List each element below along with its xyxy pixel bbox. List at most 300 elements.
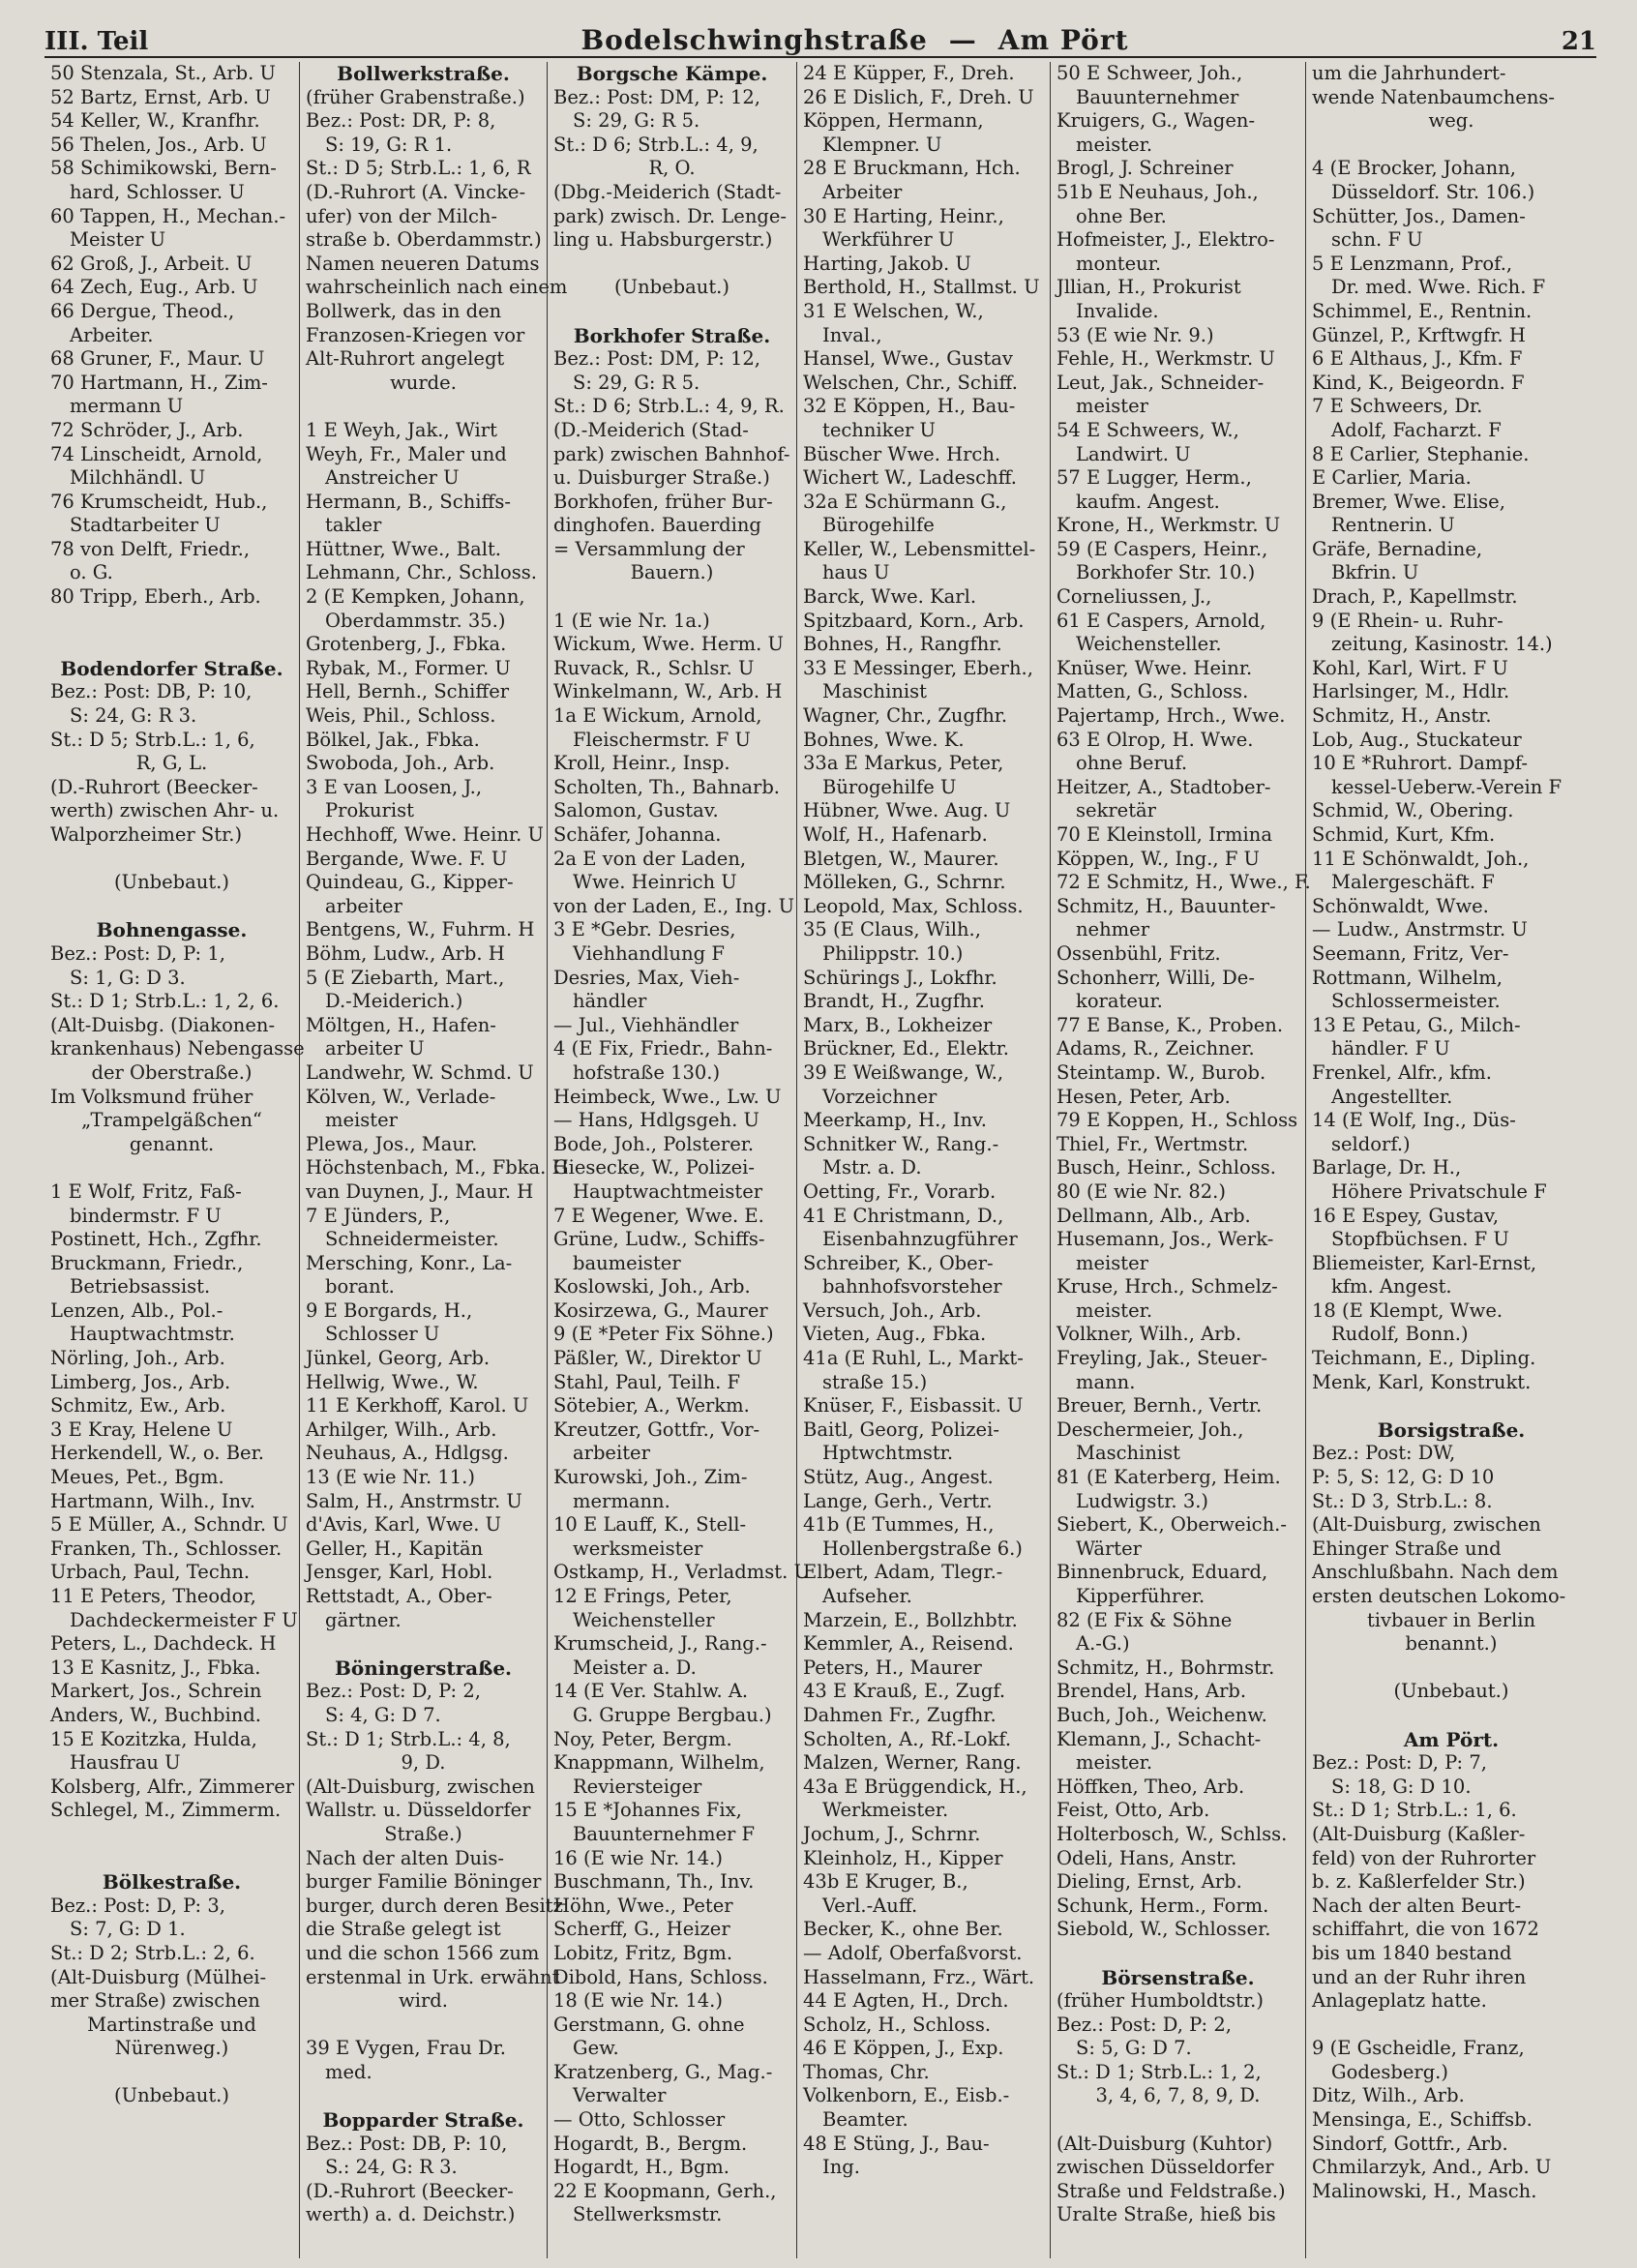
directory-line: Limberg, Jos., Arb. <box>50 1370 231 1393</box>
directory-line: „Trampelgäßchen“ <box>81 1109 262 1132</box>
directory-line: Markert, Jos., Schrein <box>50 1680 262 1703</box>
directory-line: mann. <box>1076 1370 1136 1393</box>
directory-line: 5 E Müller, A., Schndr. U <box>50 1513 288 1537</box>
directory-line: Büscher Wwe. Hrch. <box>803 442 1001 465</box>
directory-line: Borkhofer Str. 10.) <box>1076 561 1256 584</box>
directory-line: Anlageplatz hatte. <box>1312 1989 1487 2013</box>
directory-line: (Alt-Duisburg (Mülhei- <box>50 1965 267 1988</box>
directory-line: Siebert, K., Oberweich.- <box>1057 1513 1287 1537</box>
directory-line: 3 E Kray, Helene U <box>50 1418 233 1441</box>
directory-line: Nach der alten Duis- <box>306 1846 504 1869</box>
directory-line: 58 Schimikowski, Bern- <box>50 157 277 180</box>
directory-line: Wagner, Chr., Zugfhr. <box>803 704 1008 728</box>
directory-line: 50 E Schweer, Joh., <box>1057 62 1243 84</box>
directory-line: ohne Ber. <box>1076 204 1167 227</box>
directory-line: Jochum, J., Schrnr. <box>803 1822 981 1845</box>
directory-line: werth) zwischen Ahr- u. <box>50 799 280 822</box>
directory-line: Geller, H., Kapitän <box>306 1537 484 1560</box>
directory-line: 57 E Lugger, Herm., <box>1057 466 1252 490</box>
directory-line: D.-Meiderich.) <box>325 990 463 1013</box>
directory-line: Scholten, A., Rf.-Lokf. <box>803 1727 1012 1750</box>
directory-line: Oetting, Fr., Vorarb. <box>803 1179 997 1203</box>
directory-line: St.: D 6; Strb.L.: 4, 9, <box>553 133 759 156</box>
directory-line: Schütter, Jos., Damen- <box>1312 204 1526 227</box>
directory-line: 1 E Weyh, Jak., Wirt <box>306 418 497 441</box>
directory-line: — Otto, Schlosser <box>553 2108 726 2132</box>
directory-line: Ehinger Straße und <box>1312 1537 1502 1560</box>
directory-line: arbeiter <box>325 894 402 917</box>
directory-line: Schmitz, Ew., Arb. <box>50 1394 226 1418</box>
directory-line: 61 E Caspers, Arnold, <box>1057 609 1266 632</box>
directory-line: Matten, G., Schloss. <box>1057 680 1249 703</box>
directory-line: Höchstenbach, M., Fbka. H <box>306 1156 569 1179</box>
directory-line: der Oberstraße.) <box>91 1060 253 1084</box>
directory-line: und an der Ruhr ihren <box>1312 1965 1527 1988</box>
directory-line: Nürenweg.) <box>114 2037 229 2060</box>
directory-line: 14 (E Ver. Stahlw. A. <box>553 1680 749 1703</box>
directory-line: Pajertamp, Hrch., Wwe. <box>1057 704 1286 728</box>
directory-line: Sindorf, Gottfr., Arb. <box>1312 2132 1508 2155</box>
directory-line: G. Gruppe Bergbau.) <box>573 1703 772 1726</box>
directory-line: Brendel, Hans, Arb. <box>1057 1680 1247 1703</box>
directory-line: Borkhofen, früher Bur- <box>553 490 773 513</box>
directory-line: monteur. <box>1076 252 1162 275</box>
directory-line: burger, durch deren Besitz <box>306 1894 563 1917</box>
directory-line: Arhilger, Wilh., Arb. <box>306 1418 497 1441</box>
directory-line: Schmitz, H., Bauunter- <box>1057 894 1276 917</box>
directory-line: Meister a. D. <box>573 1656 697 1679</box>
directory-line: 60 Tappen, H., Mechan.- <box>50 204 286 227</box>
directory-line: — Adolf, Oberfaßvorst. <box>803 1941 1023 1964</box>
directory-line: techniker U <box>822 418 936 441</box>
directory-line: Welschen, Chr., Schiff. <box>803 371 1018 394</box>
directory-line: 7 E Schweers, Dr. <box>1312 395 1483 418</box>
spacer <box>50 1156 293 1180</box>
directory-line: Köppen, W., Ing., F U <box>1057 847 1260 870</box>
directory-line: Martinstraße und <box>87 2013 256 2036</box>
directory-line: kaufm. Angest. <box>1076 490 1220 513</box>
range-start: Bodelschwinghstraße <box>580 24 928 56</box>
directory-line: St.: D 1; Strb.L.: 1, 6. <box>1312 1799 1517 1822</box>
directory-line: 14 (E Wolf, Ing., Düs- <box>1312 1109 1516 1132</box>
directory-line: Walporzheimer Str.) <box>50 823 243 846</box>
directory-line: Invalide. <box>1076 299 1159 322</box>
directory-line: Salomon, Gustav. <box>553 799 719 822</box>
directory-line: Marx, B., Lokheizer <box>803 1013 993 1036</box>
directory-line: 1 (E wie Nr. 1a.) <box>553 609 710 632</box>
directory-line: wende Natenbaumchens- <box>1312 85 1555 108</box>
directory-line: Ruvack, R., Schlsr. U <box>553 656 755 679</box>
directory-line: ufer) von der Milch- <box>306 204 498 227</box>
directory-line: Kemmler, A., Reisend. <box>803 1632 1014 1656</box>
directory-line: Kleinholz, H., Kipper <box>803 1846 1003 1869</box>
directory-line: Kratzenberg, G., Mag.- <box>553 2060 773 2083</box>
directory-line: Im Volksmund früher <box>50 1085 253 1108</box>
directory-line: Bauunternehmer <box>1076 85 1239 108</box>
directory-line: Rudolf, Bonn.) <box>1331 1323 1469 1346</box>
directory-line: Schmid, Kurt, Kfm. <box>1312 823 1496 846</box>
directory-line: 3 E van Loosen, J., <box>306 775 483 798</box>
directory-line: (D.-Meiderich (Stad- <box>553 418 749 441</box>
directory-line: Hell, Bernh., Schiffer <box>306 680 510 703</box>
directory-line: Holterbosch, W., Schlss. <box>1057 1822 1288 1845</box>
directory-line: Hartmann, Wilh., Inv. <box>50 1489 255 1512</box>
directory-line: 74 Linscheidt, Arnold, <box>50 442 263 465</box>
directory-line: 41b (E Tummes, H., <box>803 1513 995 1537</box>
directory-line: Malzen, Werner, Rang. <box>803 1751 1022 1775</box>
directory-line: Jllian, H., Prokurist <box>1057 276 1241 299</box>
directory-line: Bez.: Post: D, P: 1, <box>50 941 225 965</box>
directory-line: Bez.: Post: D, P: 2, <box>1057 2013 1232 2036</box>
directory-line: wird. <box>399 1989 448 2013</box>
directory-line: Straße und Feldstraße.) <box>1057 2179 1286 2202</box>
directory-line: werth) a. d. Deichstr.) <box>306 2203 516 2226</box>
directory-line: bis um 1840 bestand <box>1312 1941 1512 1964</box>
directory-line: (Unbebaut.) <box>614 276 729 299</box>
directory-line: Meerkamp, H., Inv. <box>803 1109 987 1132</box>
directory-line: schn. F U <box>1331 228 1423 252</box>
directory-line: 10 E *Ruhrort. Dampf- <box>1312 752 1528 775</box>
directory-line: Oberdammstr. 35.) <box>325 609 506 632</box>
directory-line: Leopold, Max, Schloss. <box>803 894 1024 917</box>
directory-line: Bez.: Post: D, P: 7, <box>1312 1751 1487 1775</box>
street-range <box>581 24 1129 56</box>
directory-line: Heitzer, A., Stadtober- <box>1057 775 1271 798</box>
directory-line: Meister U <box>70 228 166 252</box>
directory-line: Ing. <box>822 2156 860 2179</box>
street-heading: Am Pört. <box>1403 1727 1500 1751</box>
spacer <box>306 1632 541 1656</box>
directory-line: Knappmann, Wilhelm, <box>553 1751 765 1775</box>
directory-line: 22 E Koopmann, Gerh., <box>553 2179 777 2202</box>
directory-line: Arbeiter. <box>70 323 154 346</box>
directory-line: 16 E Espey, Gustav, <box>1312 1204 1500 1227</box>
directory-line: Kohl, Karl, Wirt. F U <box>1312 656 1508 679</box>
directory-line: Wichert W., Ladeschff. <box>803 466 1017 490</box>
directory-line: Dr. med. Wwe. Rich. F <box>1331 276 1546 299</box>
directory-line: erstenmal in Urk. erwähnt <box>306 1965 560 1988</box>
directory-line: Kruse, Hrch., Schmelz- <box>1057 1275 1278 1298</box>
directory-line: Lobitz, Fritz, Bgm. <box>553 1941 733 1964</box>
directory-line: Scholten, Th., Bahnarb. <box>553 775 781 798</box>
directory-line: Deschermeier, Joh., <box>1057 1418 1244 1441</box>
spacer <box>50 633 293 657</box>
directory-line: 1 E Wolf, Fritz, Faß- <box>50 1179 242 1203</box>
directory-line: weg. <box>1428 109 1474 133</box>
directory-line: Buschmann, Th., Inv. <box>553 1870 755 1894</box>
directory-line: S: 1, G: D 3. <box>70 966 186 989</box>
street-heading: Borgsche Kämpe. <box>576 62 768 85</box>
directory-line: Baitl, Georg, Polizei- <box>803 1418 999 1441</box>
directory-line: (Alt-Duisbg. (Diakonen- <box>50 1013 276 1036</box>
directory-line: 9 (E Rhein- u. Ruhr- <box>1312 609 1503 632</box>
directory-line: mermann. <box>573 1489 670 1512</box>
directory-line: S: 7, G: D 1. <box>70 1918 186 1941</box>
page-number: 21 <box>1561 27 1596 56</box>
directory-line: Kipperführer. <box>1076 1585 1205 1607</box>
directory-line: Ossenbühl, Fritz. <box>1057 941 1221 965</box>
directory-line: 24 E Küpper, F., Dreh. <box>803 62 1015 84</box>
directory-line: Malinowski, H., Masch. <box>1312 2179 1537 2202</box>
directory-line: Breuer, Bernh., Vertr. <box>1057 1394 1263 1418</box>
directory-line: Höhn, Wwe., Peter <box>553 1894 733 1917</box>
street-heading: Borsigstraße. <box>1377 1418 1526 1442</box>
directory-line: Schreiber, K., Ober- <box>803 1251 994 1274</box>
directory-line: Schlosser U <box>325 1323 440 1346</box>
directory-line: Hansel, Wwe., Gustav <box>803 347 1013 371</box>
spacer <box>50 1823 293 1847</box>
directory-line: 46 E Köppen, J., Exp. <box>803 2037 1004 2060</box>
directory-line: Koslowski, Joh., Arb. <box>553 1275 751 1298</box>
directory-line: Bletgen, W., Maurer. <box>803 847 999 870</box>
directory-line: Rentnerin. U <box>1331 514 1455 537</box>
directory-line: 72 E Schmitz, H., Wwe., F. <box>1057 871 1311 894</box>
directory-line: St.: D 1; Strb.L.: 1, 2, 6. <box>50 990 280 1013</box>
directory-line: Hüttner, Wwe., Balt. <box>306 537 502 560</box>
directory-line: 5 (E Ziebarth, Mart., <box>306 966 505 989</box>
directory-line: 13 E Kasnitz, J., Fbka. <box>50 1656 261 1679</box>
column-4 <box>797 62 1051 2258</box>
directory-line: Quindeau, G., Kipper- <box>306 871 514 894</box>
directory-line: 33a E Markus, Peter, <box>803 752 1004 775</box>
spacer <box>553 253 790 277</box>
directory-line: (früher Humboldtstr.) <box>1057 1989 1264 2013</box>
directory-line: 63 E Olrop, H. Wwe. <box>1057 728 1254 751</box>
directory-line: St.: D 1; Strb.L.: 1, 2, <box>1057 2060 1262 2083</box>
directory-line: Dibold, Hans, Schloss. <box>553 1965 768 1988</box>
directory-line: ohne Beruf. <box>1076 752 1188 775</box>
directory-line: kfm. Angest. <box>1331 1275 1452 1298</box>
directory-line: Gräfe, Bernadine, <box>1312 537 1483 560</box>
directory-line: wahrscheinlich nach einem <box>306 276 568 299</box>
directory-line: Dachdeckermeister F U <box>70 1608 298 1631</box>
directory-line: 7 E Wegener, Wwe. E. <box>553 1204 764 1227</box>
directory-line: Bez.: Post: DB, P: 10, <box>306 2132 508 2155</box>
directory-line: Milchhändl. U <box>70 466 206 490</box>
directory-line: Knüser, F., Eisbassit. U <box>803 1394 1024 1418</box>
directory-line: Barck, Wwe. Karl. <box>803 585 977 609</box>
directory-line: Brückner, Ed., Elektr. <box>803 1037 1009 1060</box>
directory-line: 15 E Kozitzka, Hulda, <box>50 1727 257 1750</box>
directory-line: Schmitz, H., Anstr. <box>1312 704 1492 728</box>
directory-line: Barlage, Dr. H., <box>1312 1156 1462 1179</box>
directory-line: 52 Bartz, Ernst, Arb. U <box>50 85 271 108</box>
directory-line: wurde. <box>390 371 457 394</box>
directory-line: Anders, W., Buchbind. <box>50 1703 261 1726</box>
directory-line: 9, D. <box>401 1751 446 1775</box>
directory-line: Peters, L., Dachdeck. H <box>50 1632 277 1656</box>
directory-line: Bürogehilfe <box>822 514 935 537</box>
directory-line: Betriebsassist. <box>70 1275 211 1298</box>
spacer <box>1057 2108 1299 2133</box>
directory-line: Bez.: Post: DW, <box>1312 1442 1456 1465</box>
directory-line: 28 E Bruckmann, Hch. <box>803 157 1021 180</box>
directory-line: Becker, K., ohne Ber. <box>803 1918 1003 1941</box>
directory-line: (D.-Ruhrort (Beecker- <box>50 775 258 798</box>
directory-line: Köppen, Hermann, <box>803 109 984 133</box>
directory-line: Hofmeister, J., Elektro- <box>1057 228 1275 252</box>
directory-line: Weis, Phil., Schloss. <box>306 704 496 728</box>
directory-line: 82 (E Fix & Söhne <box>1057 1608 1233 1631</box>
directory-line: Bürogehilfe U <box>822 775 957 798</box>
directory-line: Kölven, W., Verlade- <box>306 1085 496 1108</box>
directory-line: Alt-Ruhrort angelegt <box>306 347 505 371</box>
directory-line: burger Familie Böninger <box>306 1870 542 1894</box>
directory-line: 35 (E Claus, Wilh., <box>803 918 981 941</box>
directory-line: 66 Dergue, Theod., <box>50 299 235 322</box>
directory-line: Freyling, Jak., Steuer- <box>1057 1347 1267 1370</box>
directory-line: straße b. Oberdammstr.) <box>306 228 542 252</box>
directory-line: (Alt-Duisburg, zwischen <box>1312 1513 1541 1537</box>
directory-line: Schunk, Herm., Form. <box>1057 1894 1269 1917</box>
directory-line: van Duynen, J., Maur. H <box>306 1179 534 1203</box>
directory-line: genannt. <box>129 1132 215 1155</box>
spacer <box>306 395 541 419</box>
directory-line: Hübner, Wwe. Aug. U <box>803 799 1011 822</box>
directory-line: bahnhofsvorsteher <box>822 1275 1002 1298</box>
directory-line: 16 (E wie Nr. 14.) <box>553 1846 723 1869</box>
directory-line: 53 (E wie Nr. 9.) <box>1057 323 1214 346</box>
directory-line: werksmeister <box>573 1537 703 1560</box>
directory-line: b. z. Kaßlerfelder Str.) <box>1312 1870 1526 1894</box>
directory-line: 32a E Schürmann G., <box>803 490 1007 513</box>
directory-line: Anstreicher U <box>325 466 460 490</box>
directory-line: 10 E Lauff, K., Stell- <box>553 1513 747 1537</box>
directory-line: Sötebier, A., Werkm. <box>553 1394 750 1418</box>
directory-line: Viehhandlung F <box>573 941 725 965</box>
directory-line: Landwehr, W. Schmd. U <box>306 1060 534 1084</box>
directory-line: Arbeiter <box>822 180 903 203</box>
street-heading: Bopparder Straße. <box>322 2108 524 2133</box>
directory-line: Stopfbüchsen. F U <box>1331 1228 1509 1251</box>
spacer <box>1312 1704 1591 1728</box>
column-3 <box>548 62 810 2258</box>
directory-line: Bez.: Post: D, P: 3, <box>50 1894 225 1917</box>
directory-line: S: 18, G: D 10. <box>1331 1775 1472 1798</box>
street-heading: Bodendorfer Straße. <box>60 656 283 680</box>
spacer <box>50 1847 293 1871</box>
directory-line: Siebold, W., Schlosser. <box>1057 1918 1271 1941</box>
directory-line: 7 E Jünders, P., <box>306 1204 451 1227</box>
directory-line: Heimbeck, Wwe., Lw. U <box>553 1085 782 1108</box>
directory-line: Noy, Peter, Bergm. <box>553 1727 732 1750</box>
street-heading: Bollwerkstraße. <box>337 62 510 85</box>
directory-line: S: 29, G: R 5. <box>573 371 700 394</box>
directory-line: nehmer <box>1076 918 1150 941</box>
directory-line: 18 (E wie Nr. 14.) <box>553 1989 723 2013</box>
spacer <box>50 2061 293 2085</box>
directory-line: tivbauer in Berlin <box>1366 1608 1536 1631</box>
directory-line: Stütz, Aug., Angest. <box>803 1466 994 1489</box>
directory-line: Jensger, Karl, Hobl. <box>306 1561 493 1584</box>
directory-line: Weyh, Fr., Maler und <box>306 442 507 465</box>
directory-line: Husemann, Jos., Werk- <box>1057 1228 1274 1251</box>
directory-line: Leut, Jak., Schneider- <box>1057 371 1265 394</box>
directory-line: meister. <box>1076 133 1153 156</box>
directory-line: takler <box>325 514 382 537</box>
directory-line: St.: D 5; Strb.L.: 1, 6, R <box>306 157 531 180</box>
directory-line: Adams, R., Zeichner. <box>1057 1037 1255 1060</box>
directory-line: 43 E Krauß, E., Zugf. <box>803 1680 1006 1703</box>
directory-line: Hollenbergstraße 6.) <box>822 1537 1023 1560</box>
directory-line: Straße.) <box>384 1822 462 1845</box>
directory-line: Bauunternehmer F <box>573 1822 756 1845</box>
directory-line: Hogardt, B., Bergm. <box>553 2132 748 2155</box>
directory-line: Knüser, Wwe. Heinr. <box>1057 656 1253 679</box>
directory-line: 41 E Christmann, D., <box>803 1204 1004 1227</box>
directory-line: E Carlier, Maria. <box>1312 466 1472 490</box>
directory-line: Rottmann, Wilhelm, <box>1312 966 1503 989</box>
directory-line: Uralte Straße, hieß bis <box>1057 2203 1276 2226</box>
directory-line: (Alt-Duisburg, zwischen <box>306 1775 535 1798</box>
directory-line: Gew. <box>573 2037 619 2060</box>
directory-line: Wärter <box>1076 1537 1142 1560</box>
directory-line: Bez.: Post: DM, P: 12, <box>553 347 760 371</box>
directory-line: Thiel, Fr., Wertmstr. <box>1057 1132 1249 1155</box>
directory-line: park) zwisch. Dr. Lenge- <box>553 204 788 227</box>
directory-line: Krumscheid, J., Rang.- <box>553 1632 767 1656</box>
directory-line: Frenkel, Alfr., kfm. <box>1312 1060 1492 1084</box>
directory-line: 11 E Schönwaldt, Joh., <box>1312 847 1530 870</box>
directory-line: Marzein, E., Bollzhbtr. <box>803 1608 1018 1631</box>
directory-line: Böhm, Ludw., Arb. H <box>306 941 505 965</box>
directory-line: 39 E Vygen, Frau Dr. <box>306 2037 506 2060</box>
directory-line: 3, 4, 6, 7, 8, 9, D. <box>1095 2084 1261 2107</box>
directory-line: Mstr. a. D. <box>822 1156 922 1179</box>
directory-line: (Dbg.-Meiderich (Stadt- <box>553 180 782 203</box>
directory-line: Schürings J., Lokfhr. <box>803 966 997 989</box>
directory-line: St.: D 5; Strb.L.: 1, 6, <box>50 728 255 751</box>
directory-line: 48 E Stüng, J., Bau- <box>803 2132 990 2155</box>
directory-line: Ditz, Wilh., Arb. <box>1312 2084 1465 2107</box>
directory-line: und die schon 1566 zum <box>306 1941 540 1964</box>
directory-line: — Hans, Hdlgsgeh. U <box>553 1109 759 1132</box>
directory-line: Angestellter. <box>1331 1085 1453 1108</box>
directory-line: 13 (E wie Nr. 11.) <box>306 1466 475 1489</box>
directory-line: park) zwischen Bahnhof- <box>553 442 790 465</box>
directory-line: 56 Thelen, Jos., Arb. U <box>50 133 267 156</box>
directory-line: Bkfrin. U <box>1331 561 1419 584</box>
directory-line: Klemann, J., Schacht- <box>1057 1727 1262 1750</box>
directory-line: ling u. Habsburgerstr.) <box>553 228 773 252</box>
directory-line: Bode, Joh., Polsterer. <box>553 1132 755 1155</box>
directory-line: Neuhaus, A., Hdlgsg. <box>306 1442 509 1465</box>
directory-line: Prokurist <box>325 799 414 822</box>
directory-line: Maschinist <box>1076 1442 1180 1465</box>
directory-line: haus U <box>822 561 890 584</box>
directory-line: händler. F U <box>1331 1037 1450 1060</box>
directory-line: Hellwig, Wwe., W. <box>306 1370 479 1393</box>
directory-line: 18 (E Klempt, Wwe. <box>1312 1298 1503 1322</box>
directory-line: Adolf, Facharzt. F <box>1331 418 1502 441</box>
directory-line: Salm, H., Anstrmstr. U <box>306 1489 522 1512</box>
directory-line: 81 (E Katerberg, Heim. <box>1057 1466 1281 1489</box>
directory-line: 72 Schröder, J., Arb. <box>50 418 244 441</box>
directory-line: R, O. <box>648 157 696 180</box>
spacer <box>553 300 790 324</box>
directory-line: Volkenborn, E., Eisb.- <box>803 2084 1010 2107</box>
directory-line: Keller, W., Lebensmittel- <box>803 537 1036 560</box>
directory-line: Schlossermeister. <box>1331 990 1501 1013</box>
directory-line: Wolf, H., Hafenarb. <box>803 823 988 846</box>
directory-line: gärtner. <box>325 1608 402 1631</box>
directory-line: Anschlußbahn. Nach dem <box>1312 1561 1559 1584</box>
street-heading: Böningerstraße. <box>334 1656 513 1680</box>
directory-line: Desries, Max, Vieh- <box>553 966 740 989</box>
directory-line: Hptwchtmstr. <box>822 1442 954 1465</box>
directory-line: 32 E Köppen, H., Bau- <box>803 395 1016 418</box>
directory-line: Giesecke, W., Polizei- <box>553 1156 755 1179</box>
